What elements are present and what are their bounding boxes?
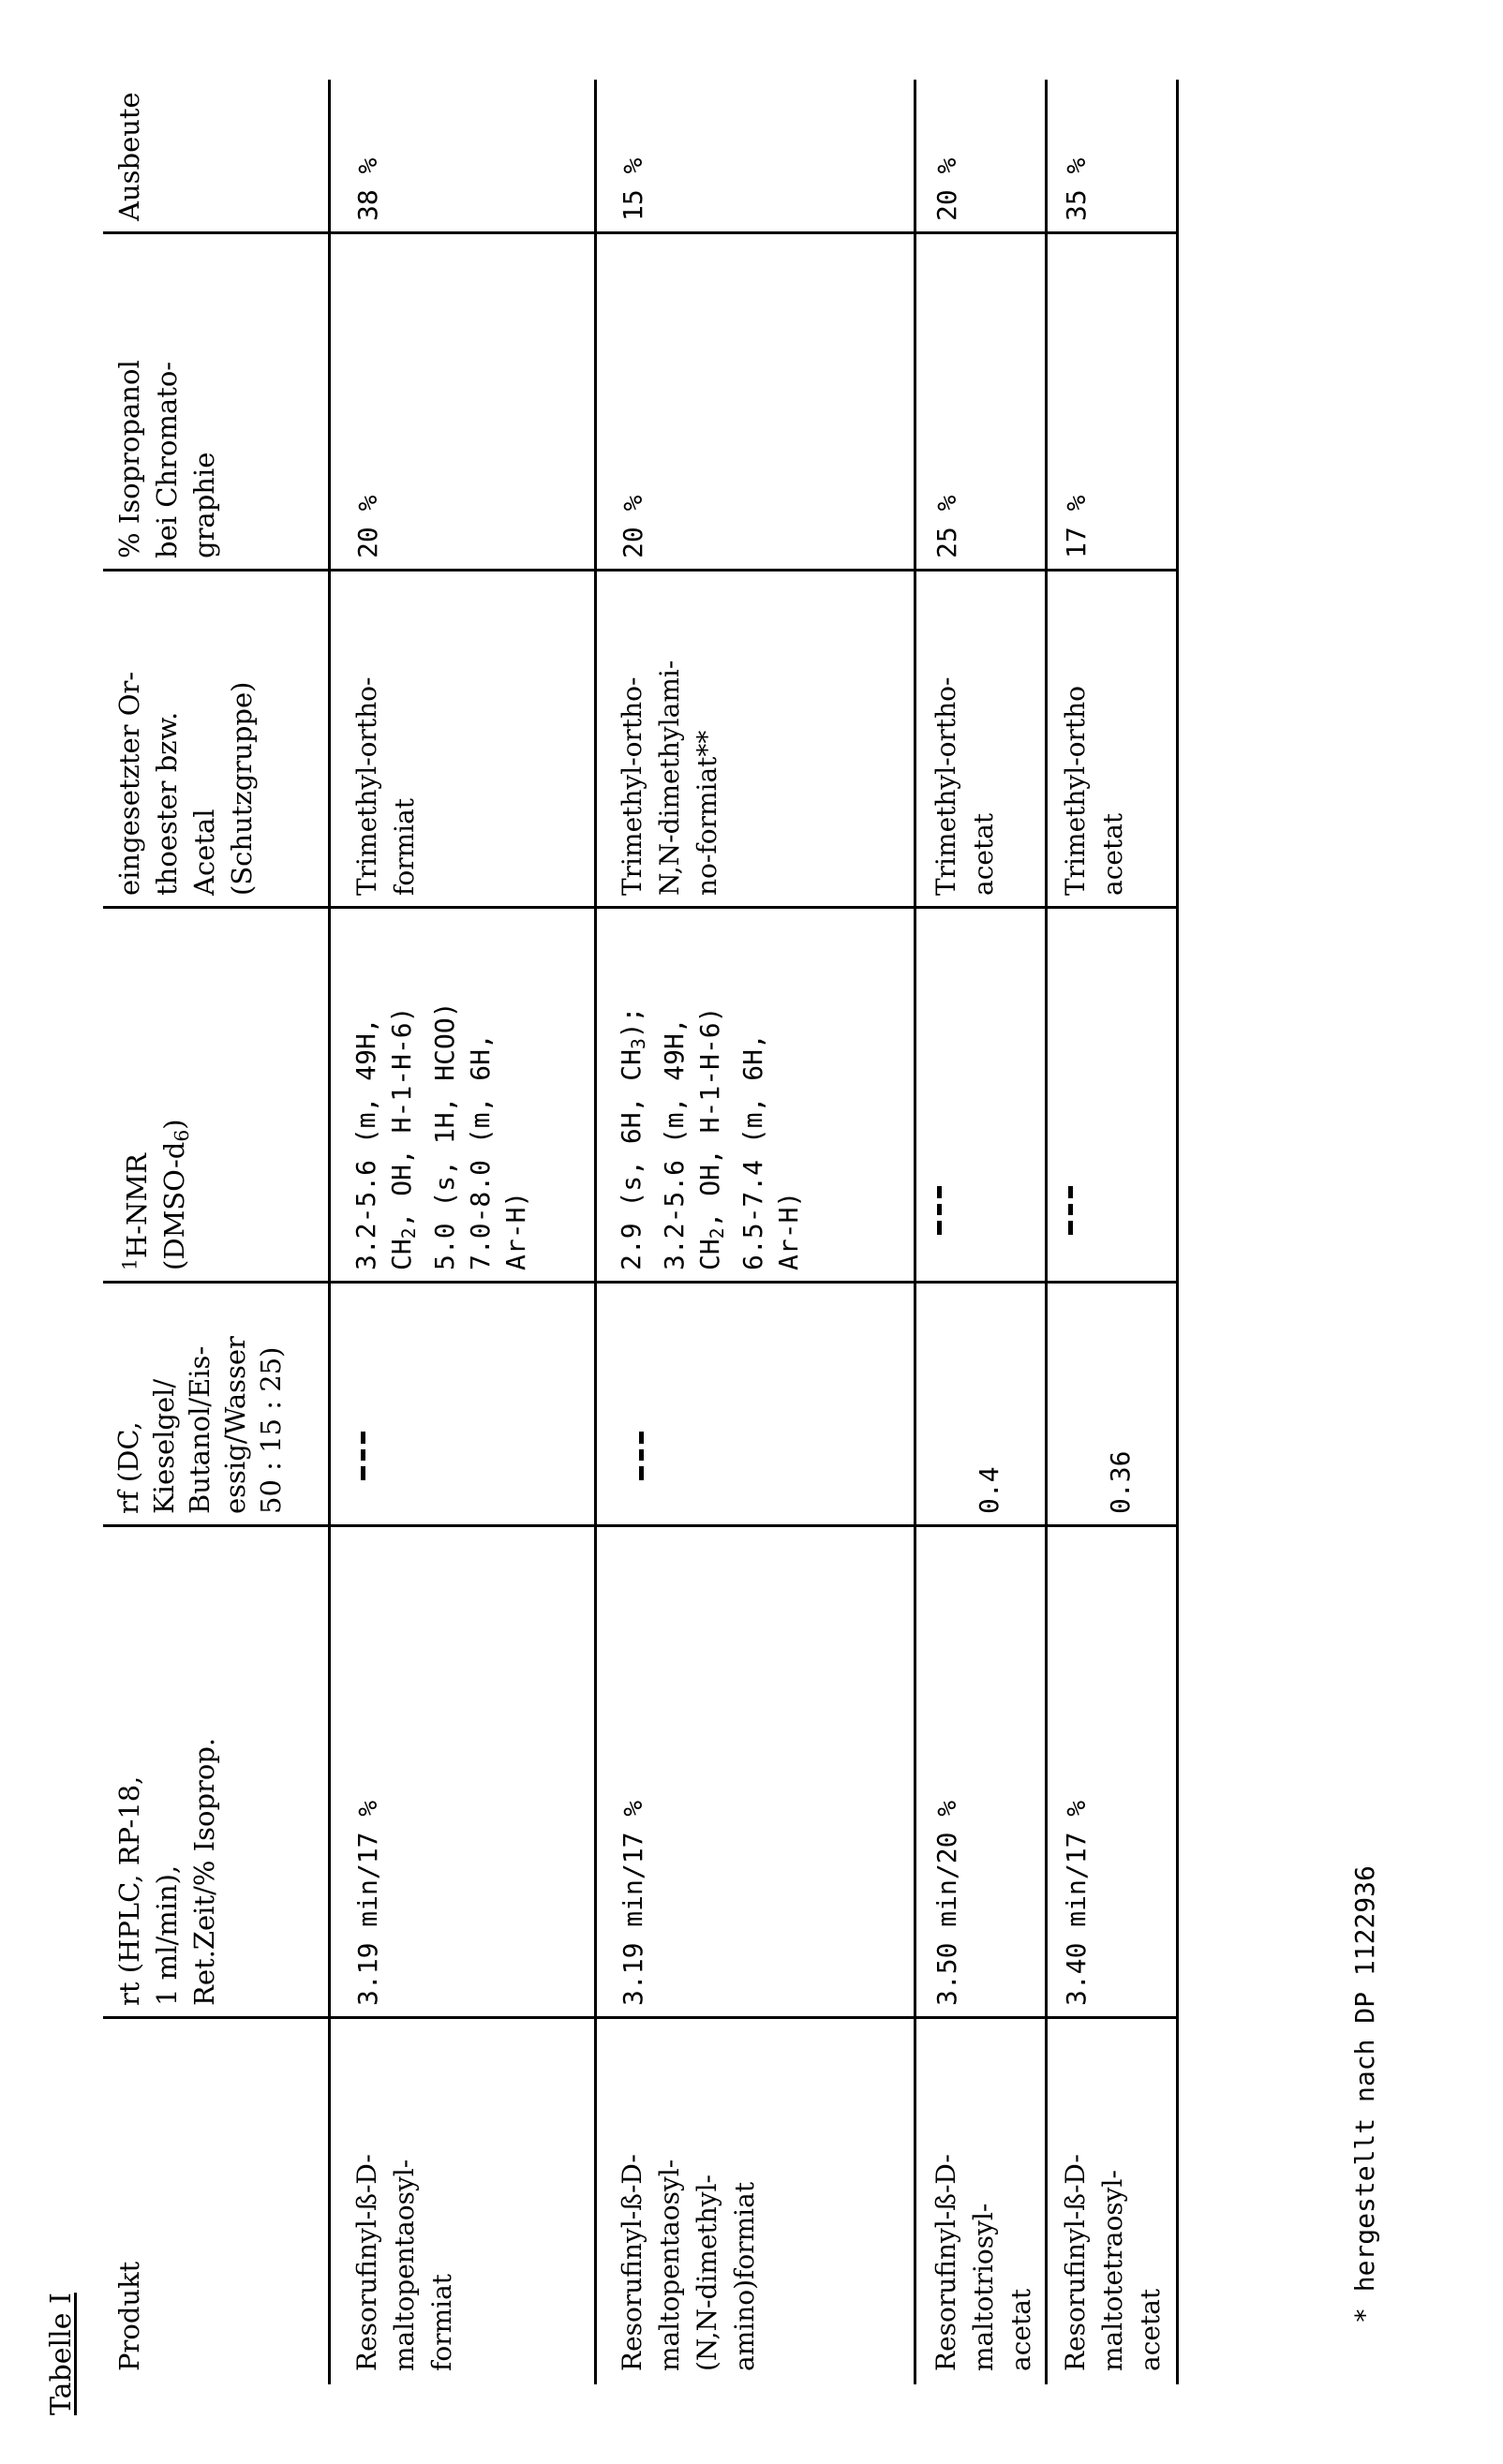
cell-produkt: Resorufinyl-ß-D- maltopentaosyl- formiat xyxy=(351,2154,457,2371)
cell-ausbeute: 38 % xyxy=(352,157,383,221)
column-divider xyxy=(103,1281,1177,1284)
header-rf: rf (DC, Kieselgel/ Butanol/Eis- essig/Wasser 50 : 15 : 25) xyxy=(112,1336,287,1514)
column-divider xyxy=(103,906,1177,909)
dash-icon xyxy=(639,1432,644,1480)
cell-orthoester: Trimethyl-ortho- N,N-dimethylami- no-formiat** xyxy=(617,660,722,896)
cell-rt: 3.40 min/17 % xyxy=(1061,1800,1092,2006)
cell-rt: 3.50 min/20 % xyxy=(931,1800,962,2006)
row-divider xyxy=(328,80,331,2384)
header-ausbeute: Ausbeute xyxy=(113,92,145,221)
table-title: Tabelle I xyxy=(45,2293,78,2415)
header-isopropanol: % Isopropanol bei Chromato- graphie xyxy=(113,360,220,558)
cell-rt: 3.19 min/17 % xyxy=(618,1800,648,2006)
dash-icon xyxy=(361,1432,365,1480)
cell-produkt: Resorufinyl-ß-D- maltopentaosyl- (N,N-dimethyl- amino)formiat xyxy=(617,2154,760,2371)
row-divider xyxy=(914,80,916,2384)
cell-rf: 0.4 xyxy=(974,1466,1004,1514)
header-orthoester: eingesetzter Or- thoester bzw. Acetal (Schutzgruppe) xyxy=(113,671,258,896)
cell-isopropanol: 25 % xyxy=(931,495,962,558)
column-divider xyxy=(103,1524,1177,1527)
cell-produkt: Resorufinyl-ß-D- maltotetraosyl- acetat xyxy=(1060,2154,1166,2371)
column-divider xyxy=(103,231,1177,234)
cell-isopropanol: 17 % xyxy=(1061,495,1092,558)
nmr-head-line1: $^1$H-NMR xyxy=(118,1153,153,1270)
cell-isopropanol: 20 % xyxy=(352,495,383,558)
nmr-head-line2: $(DMSO-d_6)$ xyxy=(157,1119,193,1270)
header-produkt: Produkt xyxy=(113,2261,145,2371)
header-nmr xyxy=(111,1119,201,1284)
cell-rf: 0.36 xyxy=(1105,1450,1136,1514)
column-divider xyxy=(103,569,1177,571)
column-divider xyxy=(103,2016,1177,2019)
cell-nmr: 2.9 (s, 6H, $CH_3$); 3.2-5.6 (m, 49H, $CH_2$, OH, H-1-H-6) 6.5-7.4 (m, 6H, Ar-H) xyxy=(616,1006,804,1270)
cell-produkt: Resorufinyl-ß-D- maltotriosyl- acetat xyxy=(930,2154,1036,2371)
row-divider xyxy=(1045,80,1048,2384)
cell-ausbeute: 35 % xyxy=(1061,157,1092,221)
cell-ausbeute: 20 % xyxy=(931,157,962,221)
header-rt: rt (HPLC, RP-18, 1 ml/min), Ret.Zeit/% Isoprop. xyxy=(113,1737,220,2006)
cell-orthoester: Trimethyl-ortho- acetat xyxy=(930,676,999,896)
row-divider xyxy=(1176,80,1179,2384)
dash-icon xyxy=(1068,1186,1073,1235)
cell-orthoester: Trimethyl-ortho- formiat xyxy=(351,676,420,896)
cell-nmr: 3.2-5.6 (m, 49H, $CH_2$, OH, H-1-H-6) 5.0 (s, 1H, HCOO) 7.0-8.0 (m, 6H, Ar-H) xyxy=(350,1002,531,1270)
footnote: * hergestellt nach DP 1122936 xyxy=(1349,1865,1380,2323)
dash-icon xyxy=(937,1186,942,1235)
cell-ausbeute: 15 % xyxy=(618,157,648,221)
cell-rt: 3.19 min/17 % xyxy=(352,1800,383,2006)
cell-orthoester: Trimethyl-ortho acetat xyxy=(1060,685,1128,896)
row-divider xyxy=(594,80,597,2384)
cell-isopropanol: 20 % xyxy=(618,495,648,558)
